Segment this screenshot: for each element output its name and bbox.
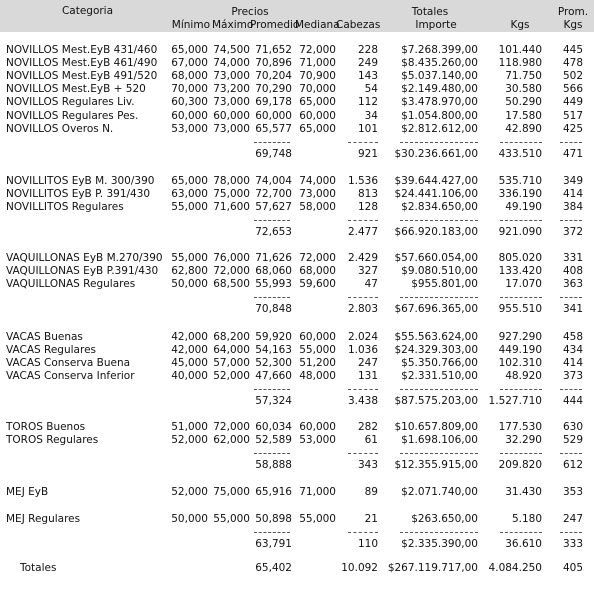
row-med: 65,000 [299, 96, 336, 108]
header-prom-kgs: Kgs [563, 19, 583, 31]
separator-line [500, 220, 542, 221]
row-pkg: 414 [562, 357, 583, 369]
row-category: VAQUILLONAS EyB M.270/390 [6, 252, 163, 264]
row-kgs: 133.420 [498, 265, 542, 277]
row-kgs: 805.020 [498, 252, 542, 264]
row-min: 55,000 [171, 201, 208, 213]
row-min: 42,000 [171, 331, 208, 343]
row-cab: 34 [364, 110, 378, 122]
row-max: 74,000 [213, 57, 250, 69]
subtotal-imp: $30.236.661,00 [394, 148, 478, 160]
row-kgs: 118.980 [498, 57, 542, 69]
row-med: 68,000 [299, 265, 336, 277]
row-med: 60,000 [299, 421, 336, 433]
row-med: 48,000 [299, 370, 336, 382]
row-imp: $2.331.510,00 [401, 370, 478, 382]
row-max: 76,000 [213, 252, 250, 264]
row-min: 60,000 [171, 110, 208, 122]
row-pkg: 529 [562, 434, 583, 446]
row-max: 72,000 [213, 265, 250, 277]
separator-line [400, 389, 478, 390]
row-min: 51,000 [171, 421, 208, 433]
separator-line [348, 220, 378, 221]
row-imp: $9.080.510,00 [401, 265, 478, 277]
row-prom: 71,652 [255, 44, 292, 56]
row-category: VACAS Regulares [6, 344, 96, 356]
subtotal-pkg: 471 [562, 148, 583, 160]
subtotal-cab: 2.477 [347, 226, 378, 238]
row-min: 53,000 [171, 123, 208, 135]
separator-line [560, 532, 582, 533]
subtotal-pkg: 612 [562, 459, 583, 471]
subtotal-prom: 72,653 [255, 226, 292, 238]
row-category: VAQUILLONAS Regulares [6, 278, 136, 290]
row-kgs: 42.890 [505, 123, 542, 135]
row-cab: 247 [357, 357, 378, 369]
separator-line [254, 532, 290, 533]
row-category: MEJ Regulares [6, 513, 81, 525]
row-min: 65,000 [171, 175, 208, 187]
row-cab: 1.036 [347, 344, 378, 356]
table-header [0, 0, 594, 32]
row-med: 73,000 [299, 188, 336, 200]
row-cab: 143 [357, 70, 378, 82]
separator-line [500, 297, 542, 298]
row-min: 60,300 [171, 96, 208, 108]
row-max: 68,200 [213, 331, 250, 343]
subtotal-prom: 57,324 [255, 395, 292, 407]
row-pkg: 331 [562, 252, 583, 264]
subtotal-cab: 110 [357, 538, 378, 550]
header-promedio: Promedio [250, 19, 300, 31]
totales-prom: 65,402 [255, 562, 292, 574]
row-cab: 21 [364, 513, 378, 525]
row-med: 65,000 [299, 123, 336, 135]
row-max: 73,000 [213, 96, 250, 108]
row-min: 65,000 [171, 44, 208, 56]
header-cabezas: Cabezas [336, 19, 381, 31]
separator-line [560, 389, 582, 390]
row-category: VACAS Conserva Buena [6, 357, 131, 369]
subtotal-imp: $87.575.203,00 [394, 395, 478, 407]
row-kgs: 535.710 [498, 175, 542, 187]
row-category: NOVILLOS Regulares Liv. [6, 96, 135, 108]
row-min: 50,000 [171, 513, 208, 525]
row-category: NOVILLOS Mest.EyB 431/460 [6, 44, 158, 56]
row-prom: 74,004 [255, 175, 292, 187]
separator-line [560, 453, 582, 454]
separator-line [560, 297, 582, 298]
row-cab: 47 [364, 278, 378, 290]
subtotal-prom: 58,888 [255, 459, 292, 471]
subtotal-pkg: 333 [562, 538, 583, 550]
row-kgs: 31.430 [505, 486, 542, 498]
row-med: 58,000 [299, 201, 336, 213]
row-imp: $2.834.650,00 [401, 201, 478, 213]
totales-imp: $267.119.717,00 [387, 562, 478, 574]
separator-line [560, 220, 582, 221]
row-kgs: 71.750 [505, 70, 542, 82]
row-med: 55,000 [299, 513, 336, 525]
header-categoria: Categoria [61, 5, 114, 17]
row-category: NOVILLITOS EyB P. 391/430 [6, 188, 151, 200]
row-kgs: 49.190 [505, 201, 542, 213]
row-med: 71,000 [299, 486, 336, 498]
row-imp: $263.650,00 [411, 513, 478, 525]
row-max: 73,000 [213, 123, 250, 135]
row-prom: 50,898 [255, 513, 292, 525]
row-min: 63,000 [171, 188, 208, 200]
row-min: 68,000 [171, 70, 208, 82]
row-cab: 2.024 [347, 331, 378, 343]
row-pkg: 408 [562, 265, 583, 277]
row-cab: 89 [364, 486, 378, 498]
totales-cab: 10.092 [341, 562, 378, 574]
row-med: 70,000 [299, 83, 336, 95]
row-med: 70,900 [299, 70, 336, 82]
subtotal-cab: 921 [357, 148, 378, 160]
row-pkg: 566 [562, 83, 583, 95]
row-category: TOROS Regulares [6, 434, 99, 446]
separator-line [348, 389, 378, 390]
header-importe: Importe [415, 19, 457, 31]
subtotal-imp: $2.335.390,00 [401, 538, 478, 550]
separator-line [400, 297, 478, 298]
row-prom: 54,163 [255, 344, 292, 356]
separator-line [348, 297, 378, 298]
header-precios: Precios [231, 6, 269, 18]
row-imp: $955.801,00 [411, 278, 478, 290]
header-mediana: Mediana [295, 19, 340, 31]
row-imp: $8.435.260,00 [401, 57, 478, 69]
row-kgs: 30.580 [505, 83, 542, 95]
row-pkg: 363 [562, 278, 583, 290]
row-imp: $2.812.612,00 [401, 123, 478, 135]
row-min: 45,000 [171, 357, 208, 369]
row-min: 62,800 [171, 265, 208, 277]
row-imp: $24.329.303,00 [394, 344, 478, 356]
row-cab: 1.536 [347, 175, 378, 187]
header-minimo: Mínimo [171, 19, 210, 31]
row-category: VACAS Conserva Inferior [6, 370, 135, 382]
row-imp: $10.657.809,00 [394, 421, 478, 433]
separator-line [348, 532, 378, 533]
row-imp: $24.441.106,00 [394, 188, 478, 200]
row-prom: 70,290 [255, 83, 292, 95]
separator-line [500, 453, 542, 454]
row-prom: 70,896 [255, 57, 292, 69]
row-category: NOVILLOS Regulares Pes. [6, 110, 139, 122]
row-max: 75,000 [213, 486, 250, 498]
row-prom: 55,993 [255, 278, 292, 290]
row-prom: 72,700 [255, 188, 292, 200]
separator-line [400, 142, 478, 143]
separator-line [254, 142, 290, 143]
separator-line [254, 297, 290, 298]
separator-line [254, 220, 290, 221]
header-totales: Totales [411, 6, 449, 18]
row-category: VACAS Buenas [6, 331, 83, 343]
subtotal-imp: $67.696.365,00 [394, 303, 478, 315]
row-category: TOROS Buenos [6, 421, 86, 433]
row-kgs: 449.190 [498, 344, 542, 356]
row-min: 55,000 [171, 252, 208, 264]
row-kgs: 5.180 [511, 513, 542, 525]
row-max: 71,600 [213, 201, 250, 213]
row-pkg: 247 [562, 513, 583, 525]
subtotal-cab: 343 [357, 459, 378, 471]
row-pkg: 434 [562, 344, 583, 356]
subtotal-prom: 69,748 [255, 148, 292, 160]
row-med: 51,200 [299, 357, 336, 369]
row-max: 73,200 [213, 83, 250, 95]
row-med: 60,000 [299, 110, 336, 122]
row-category: NOVILLOS Overos N. [6, 123, 114, 135]
row-max: 52,000 [213, 370, 250, 382]
row-max: 64,000 [213, 344, 250, 356]
subtotal-cab: 2.803 [347, 303, 378, 315]
row-pkg: 458 [562, 331, 583, 343]
subtotal-kgs: 955.510 [498, 303, 542, 315]
row-cab: 249 [357, 57, 378, 69]
row-prom: 47,660 [255, 370, 292, 382]
header-maximo: Máximo [212, 19, 254, 31]
row-max: 72,000 [213, 421, 250, 433]
row-max: 68,500 [213, 278, 250, 290]
row-category: NOVILLITOS Regulares [6, 201, 124, 213]
row-kgs: 50.290 [505, 96, 542, 108]
row-kgs: 17.070 [505, 278, 542, 290]
row-max: 78,000 [213, 175, 250, 187]
row-med: 59,600 [299, 278, 336, 290]
separator-line [400, 532, 478, 533]
row-max: 73,000 [213, 70, 250, 82]
row-min: 52,000 [171, 486, 208, 498]
row-min: 42,000 [171, 344, 208, 356]
subtotal-prom: 63,791 [255, 538, 292, 550]
subtotal-pkg: 341 [562, 303, 583, 315]
row-med: 53,000 [299, 434, 336, 446]
row-prom: 52,589 [255, 434, 292, 446]
row-pkg: 349 [562, 175, 583, 187]
row-imp: $55.563.624,00 [394, 331, 478, 343]
separator-line [348, 453, 378, 454]
separator-line [348, 142, 378, 143]
row-pkg: 425 [562, 123, 583, 135]
row-kgs: 927.290 [498, 331, 542, 343]
row-imp: $39.644.427,00 [394, 175, 478, 187]
row-prom: 68,060 [255, 265, 292, 277]
row-cab: 327 [357, 265, 378, 277]
row-prom: 60,000 [255, 110, 292, 122]
row-max: 75,000 [213, 188, 250, 200]
row-imp: $5.037.140,00 [401, 70, 478, 82]
header-prom: Prom. [557, 6, 589, 18]
row-med: 55,000 [299, 344, 336, 356]
row-med: 72,000 [299, 252, 336, 264]
row-pkg: 502 [562, 70, 583, 82]
row-med: 74,000 [299, 175, 336, 187]
separator-line [254, 389, 290, 390]
row-category: NOVILLOS Mest.EyB 491/520 [6, 70, 158, 82]
row-pkg: 414 [562, 188, 583, 200]
row-med: 71,000 [299, 57, 336, 69]
row-category: NOVILLITOS EyB M. 300/390 [6, 175, 155, 187]
row-category: NOVILLOS Mest.EyB + 520 [6, 83, 146, 95]
row-category: NOVILLOS Mest.EyB 461/490 [6, 57, 158, 69]
subtotal-kgs: 921.090 [498, 226, 542, 238]
row-pkg: 517 [562, 110, 583, 122]
row-cab: 54 [364, 83, 378, 95]
subtotal-kgs: 433.510 [498, 148, 542, 160]
subtotal-pkg: 444 [562, 395, 583, 407]
row-prom: 65,916 [255, 486, 292, 498]
row-kgs: 48.920 [505, 370, 542, 382]
row-kgs: 336.190 [498, 188, 542, 200]
row-min: 52,000 [171, 434, 208, 446]
totales-label: Totales [20, 562, 57, 574]
row-cab: 2.429 [347, 252, 378, 264]
row-max: 57,000 [213, 357, 250, 369]
subtotal-imp: $12.355.915,00 [394, 459, 478, 471]
row-max: 60,000 [213, 110, 250, 122]
row-min: 40,000 [171, 370, 208, 382]
row-imp: $3.478.970,00 [401, 96, 478, 108]
row-max: 62,000 [213, 434, 250, 446]
row-prom: 71,626 [255, 252, 292, 264]
totales-kgs: 4.084.250 [488, 562, 542, 574]
separator-line [560, 142, 582, 143]
row-cab: 131 [357, 370, 378, 382]
row-category: VAQUILLONAS EyB P.391/430 [6, 265, 159, 277]
row-kgs: 17.580 [505, 110, 542, 122]
row-imp: $57.660.054,00 [394, 252, 478, 264]
row-prom: 52,300 [255, 357, 292, 369]
row-pkg: 630 [562, 421, 583, 433]
row-cab: 128 [357, 201, 378, 213]
row-prom: 70,204 [255, 70, 292, 82]
row-imp: $5.350.766,00 [401, 357, 478, 369]
row-imp: $2.071.740,00 [401, 486, 478, 498]
row-prom: 69,178 [255, 96, 292, 108]
row-cab: 282 [357, 421, 378, 433]
row-cab: 101 [357, 123, 378, 135]
row-pkg: 478 [562, 57, 583, 69]
row-prom: 65,577 [255, 123, 292, 135]
row-cab: 61 [364, 434, 378, 446]
subtotal-pkg: 372 [562, 226, 583, 238]
row-imp: $2.149.480,00 [401, 83, 478, 95]
subtotal-kgs: 36.610 [505, 538, 542, 550]
separator-line [400, 220, 478, 221]
subtotal-kgs: 1.527.710 [488, 395, 542, 407]
separator-line [254, 453, 290, 454]
subtotal-imp: $66.920.183,00 [394, 226, 478, 238]
row-max: 55,000 [213, 513, 250, 525]
row-min: 70,000 [171, 83, 208, 95]
subtotal-kgs: 209.820 [498, 459, 542, 471]
separator-line [500, 389, 542, 390]
separator-line [500, 142, 542, 143]
row-pkg: 384 [562, 201, 583, 213]
row-cab: 112 [357, 96, 378, 108]
row-prom: 59,920 [255, 331, 292, 343]
row-pkg: 353 [562, 486, 583, 498]
row-med: 60,000 [299, 331, 336, 343]
row-min: 50,000 [171, 278, 208, 290]
row-max: 74,500 [213, 44, 250, 56]
totales-pkg: 405 [562, 562, 583, 574]
separator-line [500, 532, 542, 533]
row-pkg: 449 [562, 96, 583, 108]
row-kgs: 177.530 [498, 421, 542, 433]
row-med: 72,000 [299, 44, 336, 56]
row-prom: 57,627 [255, 201, 292, 213]
subtotal-prom: 70,848 [255, 303, 292, 315]
row-cab: 813 [357, 188, 378, 200]
row-prom: 60,034 [255, 421, 292, 433]
row-kgs: 101.440 [498, 44, 542, 56]
row-imp: $7.268.399,00 [401, 44, 478, 56]
subtotal-cab: 3.438 [347, 395, 378, 407]
row-category: MEJ EyB [6, 486, 49, 498]
row-pkg: 445 [562, 44, 583, 56]
row-cab: 228 [357, 44, 378, 56]
row-pkg: 373 [562, 370, 583, 382]
row-kgs: 102.310 [498, 357, 542, 369]
separator-line [400, 453, 478, 454]
row-kgs: 32.290 [505, 434, 542, 446]
header-kgs: Kgs [510, 19, 530, 31]
row-imp: $1.054.800,00 [401, 110, 478, 122]
row-imp: $1.698.106,00 [401, 434, 478, 446]
row-min: 67,000 [171, 57, 208, 69]
